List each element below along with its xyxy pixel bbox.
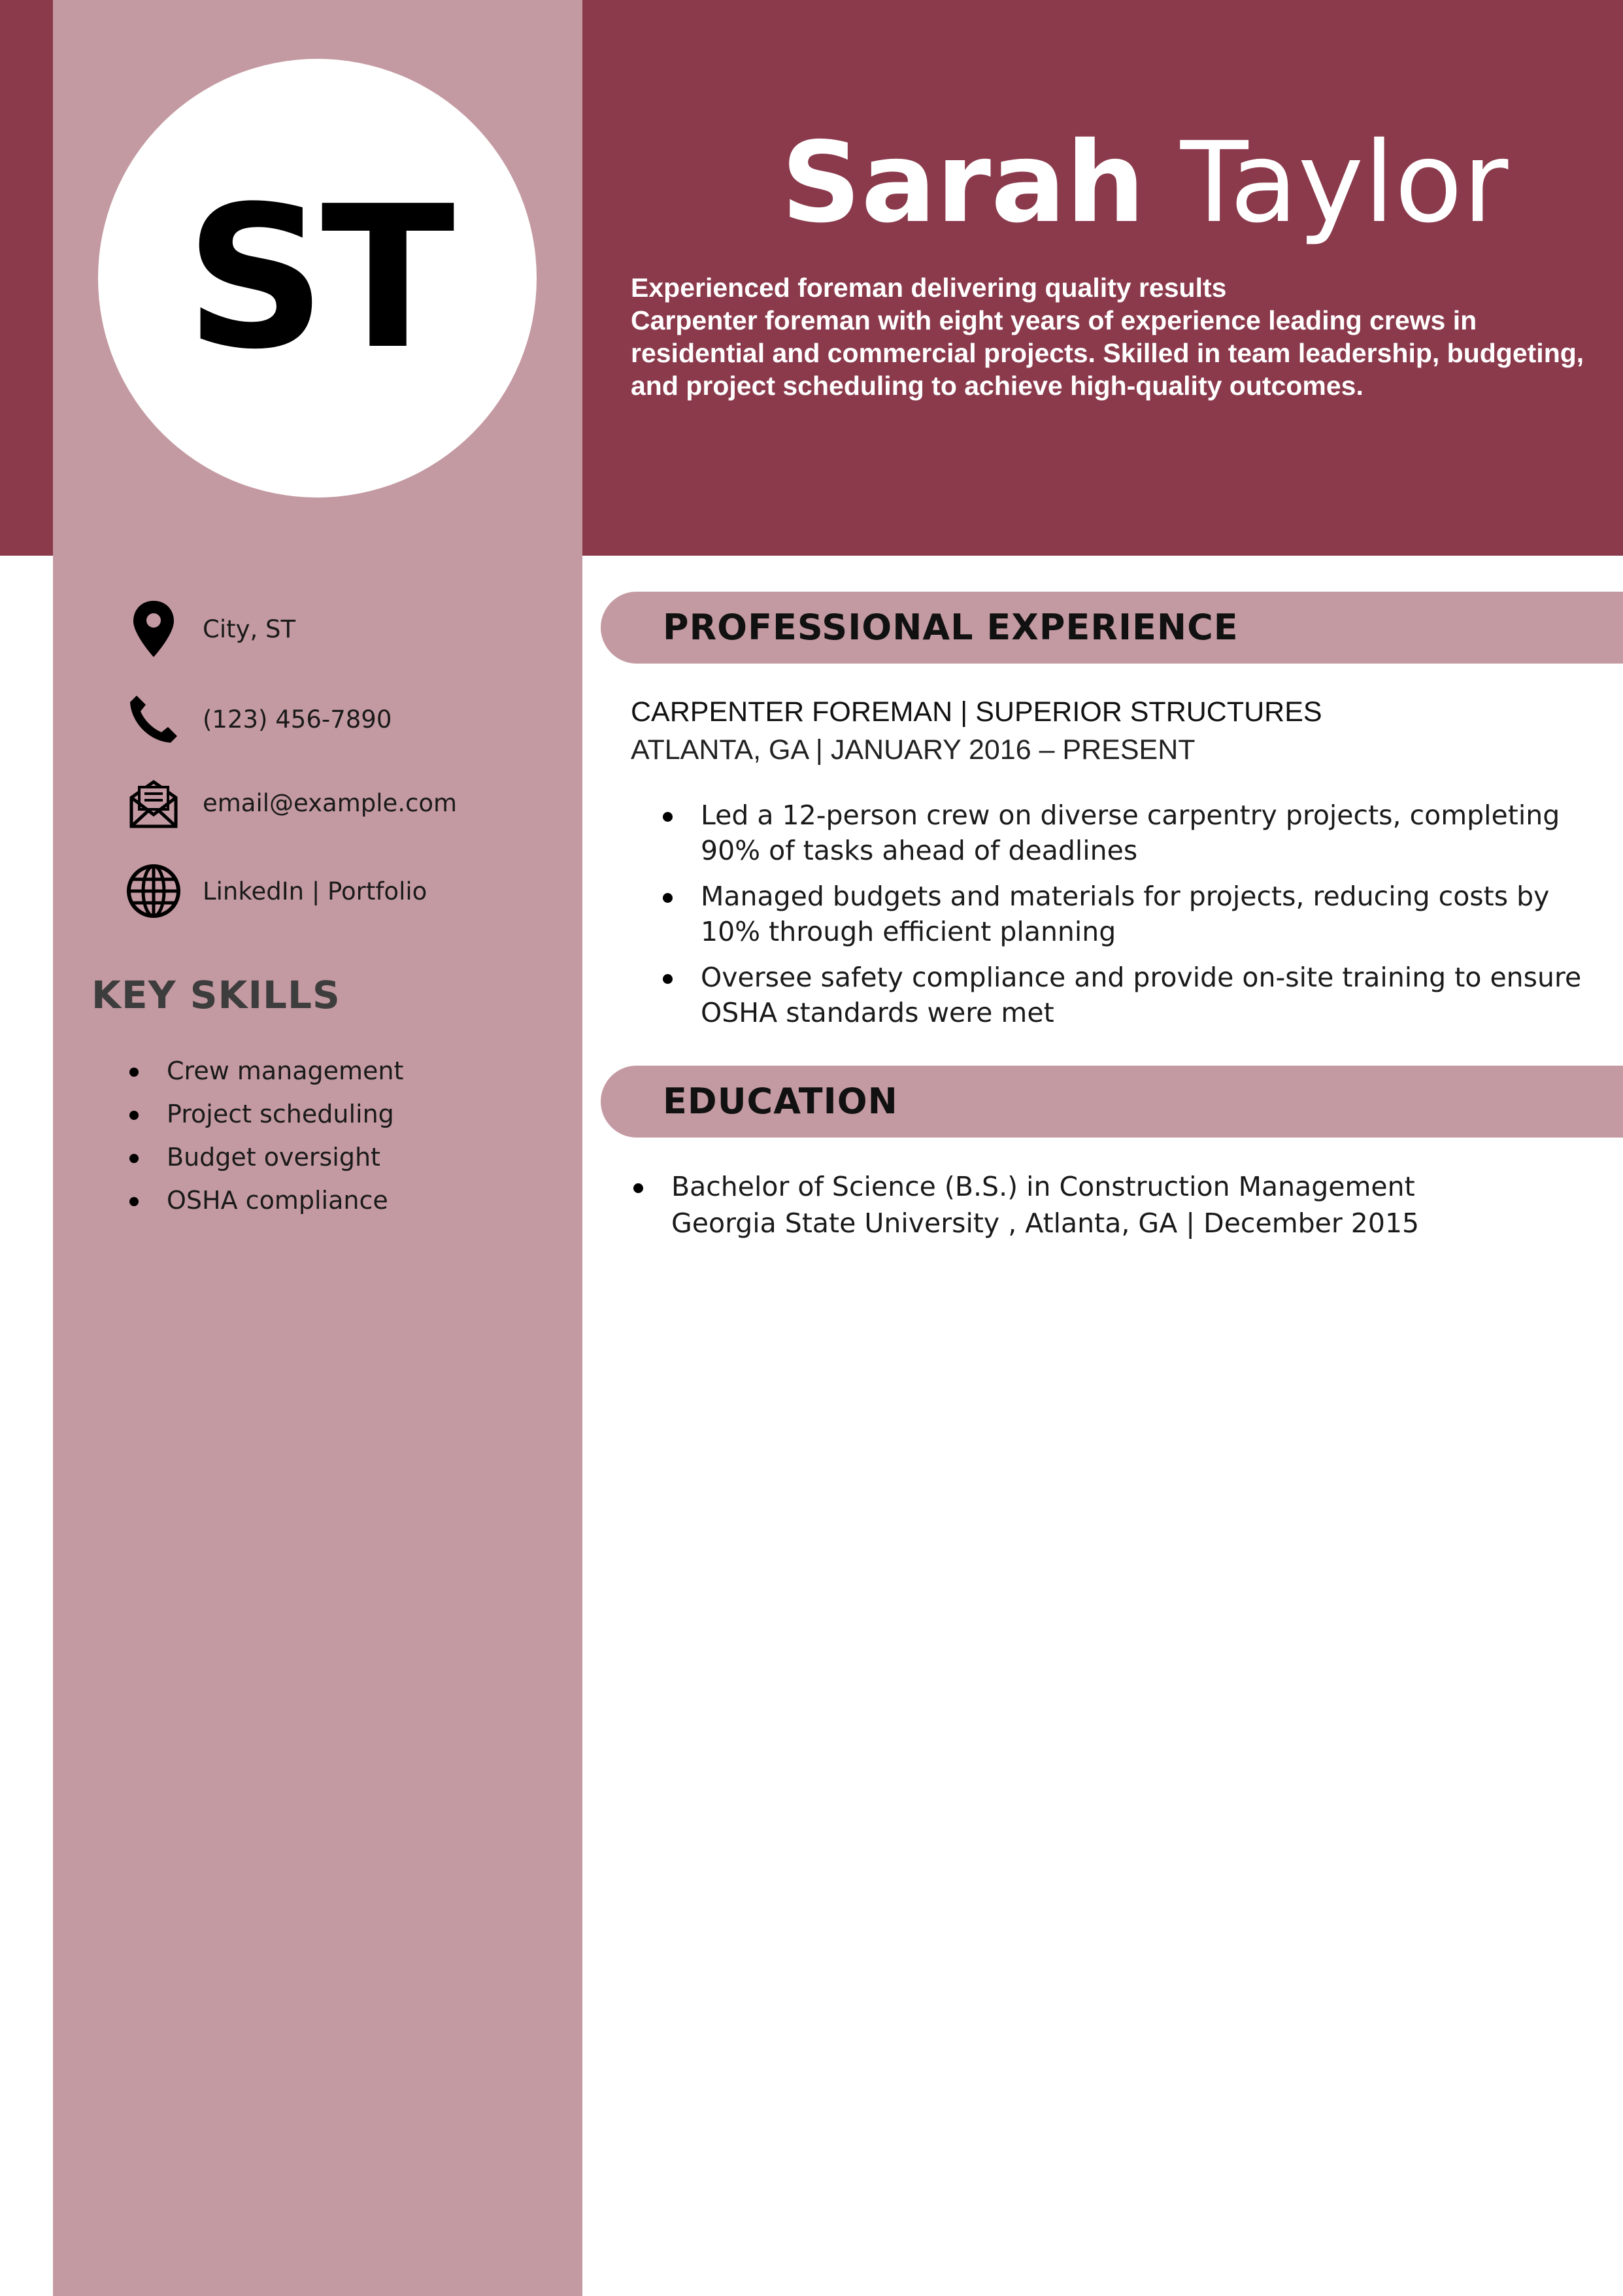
first-name: Sarah <box>781 118 1145 248</box>
summary: Carpenter foreman with eight years of experience leading crews in residential and commercial projects. Skilled in team leadership, budgeting, and project scheduling to achieve high-quality outcomes. <box>631 305 1584 401</box>
phone-icon <box>124 690 183 749</box>
globe-icon <box>124 862 183 920</box>
job-bullet: Oversee safety compliance and provide on-site training to ensure OSHA standards were met <box>660 960 1615 1030</box>
location-pin-icon <box>124 599 183 658</box>
skills-list <box>127 1049 403 1222</box>
education-item <box>631 1168 1598 1241</box>
links-text: LinkedIn | Portfolio <box>203 877 427 905</box>
headline: Experienced foreman delivering quality results <box>631 273 1227 303</box>
degree: Bachelor of Science (B.S.) in Construction Management <box>671 1171 1415 1202</box>
job-bullet: Managed budgets and materials for projects, reducing costs by 10% through efficient planning <box>660 879 1615 949</box>
experience-title: PROFESSIONAL EXPERIENCE <box>663 607 1239 648</box>
contact-location <box>124 599 296 658</box>
experience-section-bar <box>601 592 1623 664</box>
contact-phone <box>124 690 392 749</box>
job-meta: ATLANTA, GA | JANUARY 2016 – PRESENT <box>631 734 1196 766</box>
school-line: Georgia State University , Atlanta, GA | December 2015 <box>671 1207 1420 1239</box>
contact-links <box>124 862 427 920</box>
education-title: EDUCATION <box>663 1081 898 1122</box>
skill-item: Crew management <box>127 1049 403 1092</box>
job-bullet: Led a 12-person crew on diverse carpentry projects, completing 90% of tasks ahead of deadlines <box>660 798 1615 868</box>
skill-item: OSHA compliance <box>127 1179 403 1222</box>
job-bullets <box>660 798 1615 1041</box>
mail-icon <box>124 773 183 832</box>
phone-text: (123) 456-7890 <box>203 705 392 734</box>
monogram: ST <box>185 163 450 392</box>
education-section-bar <box>601 1066 1623 1138</box>
contact-email <box>124 773 458 832</box>
skills-title: KEY SKILLS <box>92 973 341 1017</box>
candidate-name <box>781 118 1509 248</box>
email-text: email@example.com <box>203 788 458 817</box>
job-title: CARPENTER FOREMAN | SUPERIOR STRUCTURES <box>631 696 1322 728</box>
location-text: City, ST <box>203 615 296 643</box>
monogram-circle <box>98 59 537 498</box>
skill-item: Project scheduling <box>127 1092 403 1136</box>
skill-item: Budget oversight <box>127 1136 403 1179</box>
last-name: Taylor <box>1180 118 1509 248</box>
education-list <box>631 1168 1598 1241</box>
